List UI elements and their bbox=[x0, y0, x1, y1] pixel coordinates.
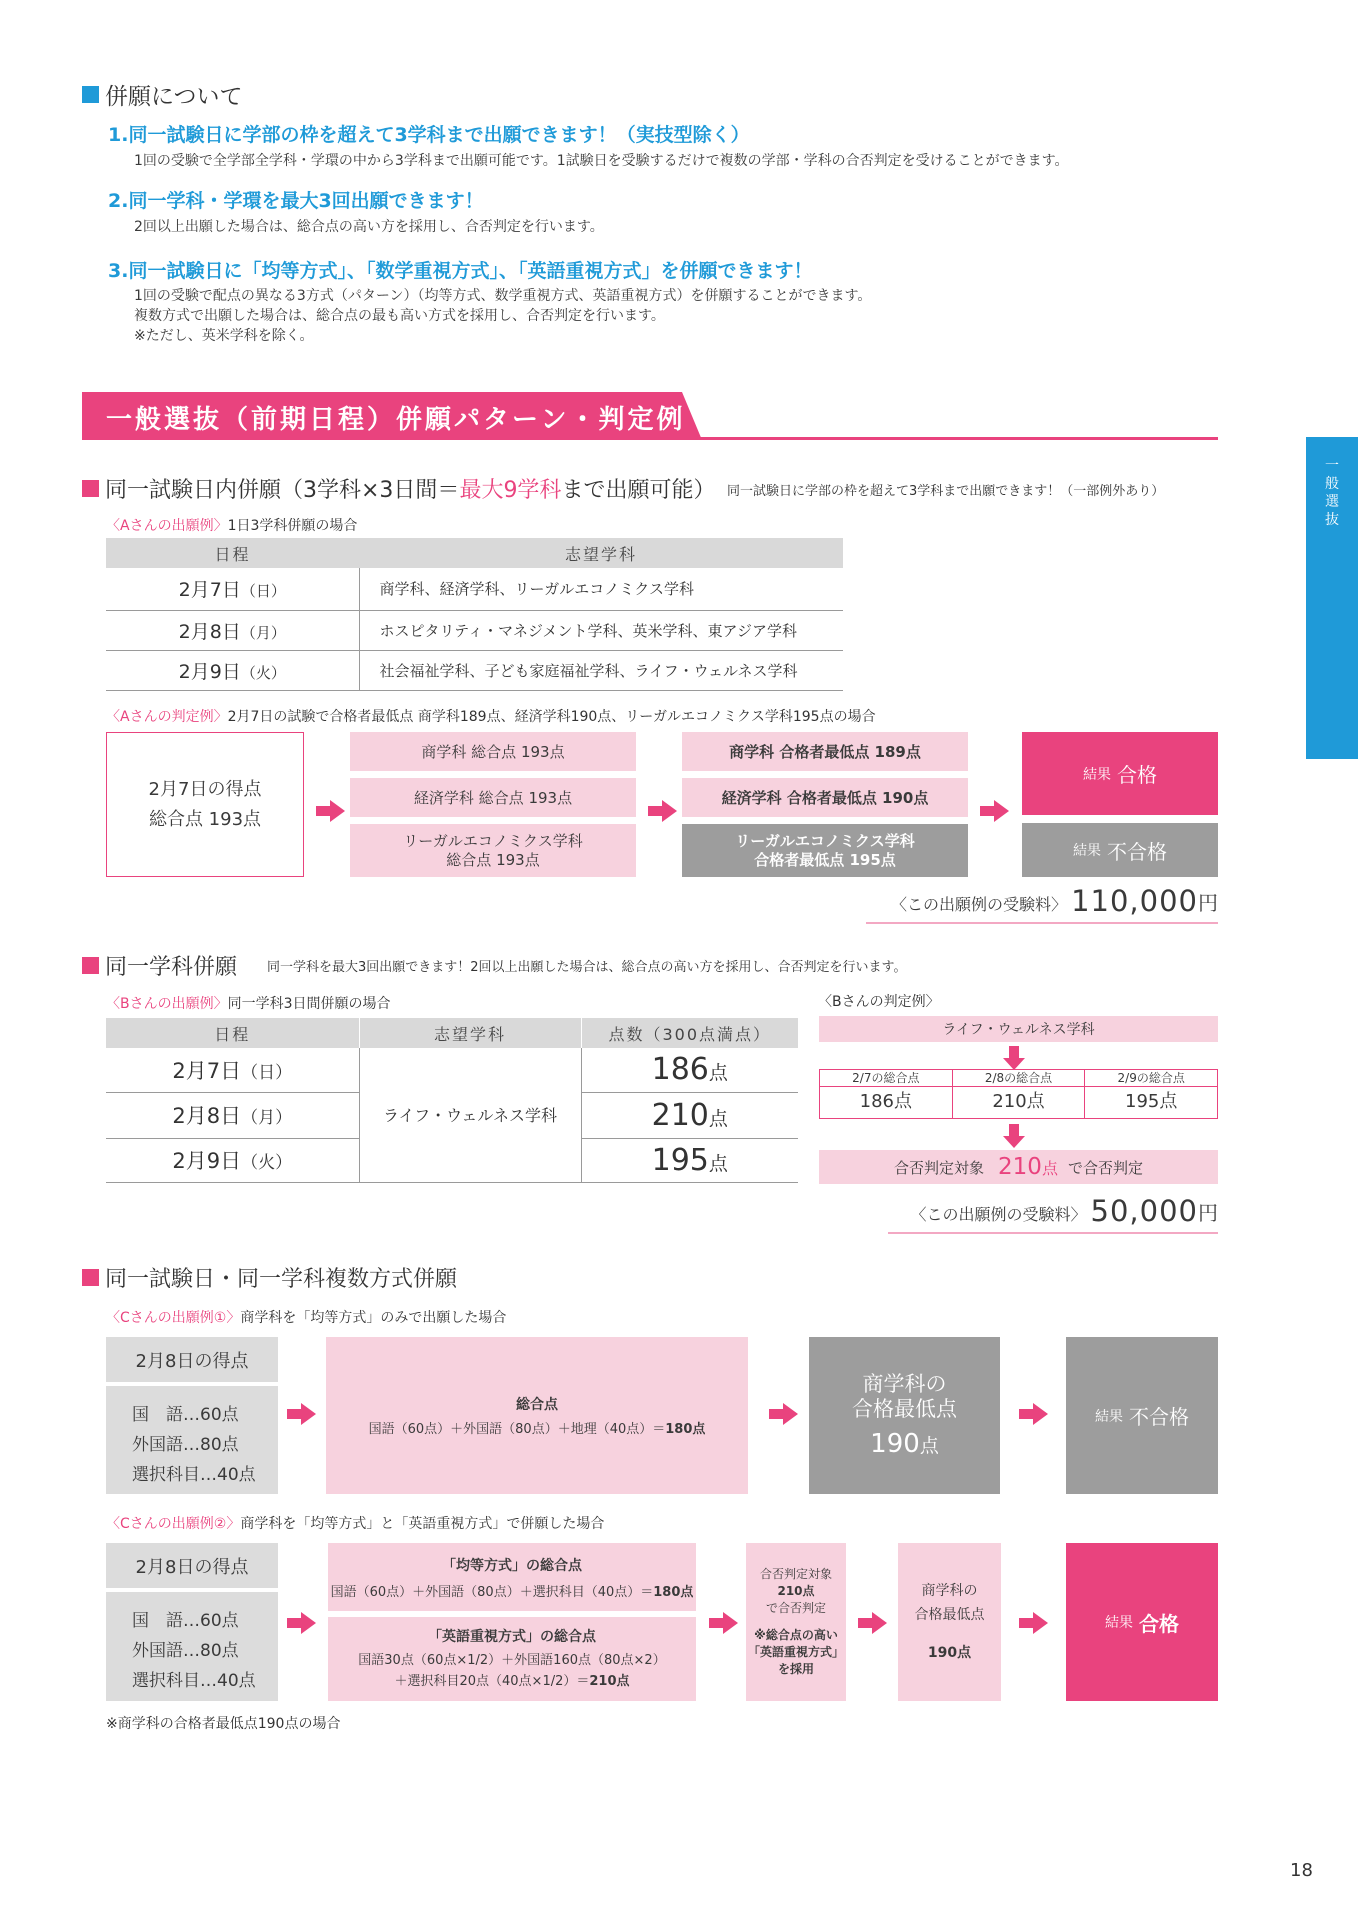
banner-underline bbox=[82, 437, 1218, 440]
c1-score-head: 2月8日の得点 bbox=[106, 1337, 278, 1382]
case-c2-label: 〈Cさんの出願例②〉商学科を「均等方式」と「英語重視方式」で併願した場合 bbox=[106, 1516, 605, 1532]
c1-min-score: 商学科の 合格最低点 190点 bbox=[809, 1337, 1000, 1494]
table-row: 2月8日（月） 210点 bbox=[106, 1092, 798, 1138]
arrow-icon bbox=[301, 1403, 316, 1425]
arrow-icon bbox=[1033, 1612, 1048, 1634]
a-score-keizai: 経済学科 総合点 193点 bbox=[350, 778, 636, 817]
b-target: 合否判定対象 210 点 で合否判定 bbox=[819, 1150, 1218, 1184]
b-judge-dept: ライフ・ウェルネス学科 bbox=[819, 1016, 1218, 1042]
b-score-grid: 2/7の総合点 186点 2/8の総合点 210点 2/9の総合点 195点 bbox=[819, 1069, 1218, 1119]
case-a-table bbox=[106, 538, 843, 691]
table-row: 2月9日（火） 195点 bbox=[106, 1138, 798, 1182]
table-row: 2月7日（日） 商学科、経済学科、リーガルエコノミクス学科 bbox=[106, 568, 843, 610]
case-b-label: 〈Bさんの出願例〉同一学科3日間併願の場合 bbox=[106, 996, 391, 1012]
col-dept: 志望学科 bbox=[359, 1018, 581, 1048]
arrow-icon bbox=[723, 1612, 738, 1634]
down-arrow-icon bbox=[1003, 1136, 1025, 1148]
arrow-icon bbox=[1033, 1403, 1048, 1425]
blue-square-icon bbox=[82, 86, 99, 103]
col-date: 日程 bbox=[106, 1018, 359, 1048]
table-row: 2月9日（火） 社会福祉学科、子ども家庭福祉学科、ライフ・ウェルネス学科 bbox=[106, 650, 843, 690]
a-min-legal: リーガルエコノミクス学科 合格者最低点 195点 bbox=[682, 824, 968, 877]
rule-3-heading: 3.同一試験日に「均等方式」、「数学重視方式」、「英語重視方式」を併願できます！ bbox=[108, 260, 813, 282]
judge-a-label: 〈Aさんの判定例〉2月7日の試験で合格者最低点 商学科189点、経済学科190点、リーガルエコノミクス学科195点の場合 bbox=[106, 709, 876, 725]
case-c1-label: 〈Cさんの出願例①〉商学科を「均等方式」のみで出願した場合 bbox=[106, 1310, 507, 1326]
side-tab-char: 般 bbox=[1325, 476, 1339, 492]
side-tab bbox=[1306, 437, 1358, 759]
section-c-title: 同一試験日・同一学科複数方式併願 bbox=[82, 1262, 457, 1293]
a-min-keizai: 経済学科 合格者最低点 190点 bbox=[682, 778, 968, 817]
rule-3-text-1: 1回の受験で配点の異なる3方式（パターン）（均等方式、数学重視方式、英語重視方式）を併願することができます。 bbox=[134, 288, 872, 304]
c2-target: 合否判定対象 210点 で合否判定 ※総合点の高い 「英語重視方式」 を採用 bbox=[746, 1543, 846, 1701]
a-score-legal: リーガルエコノミクス学科 総合点 193点 bbox=[350, 824, 636, 877]
pink-square-icon bbox=[82, 480, 99, 497]
arrow-icon bbox=[662, 800, 677, 822]
rule-3-text-2: 複数方式で出願した場合は、総合点の最も高い方式を採用し、合否判定を行います。 bbox=[134, 308, 665, 324]
side-tab-char: 一 bbox=[1325, 458, 1339, 474]
section-a-title: 同一試験日内併願（3学科×3日間＝最大9学科まで出願可能） bbox=[82, 473, 715, 504]
banner-title: 一般選抜（前期日程）併願パターン・判定例 bbox=[106, 405, 686, 435]
rule-1-heading: 1.同一試験日に学部の枠を超えて3学科まで出願できます！（実技型除く） bbox=[108, 124, 750, 146]
side-tab-char: 選 bbox=[1325, 494, 1339, 510]
arrow-icon bbox=[783, 1403, 798, 1425]
a-fee: 〈この出願例の受験料〉 110,000 円 bbox=[866, 882, 1218, 924]
arrow-icon bbox=[301, 1612, 316, 1634]
c2-equal-total: 「均等方式」の総合点 国語（60点）＋外国語（80点）＋選択科目（40点）＝180点 bbox=[328, 1543, 696, 1611]
col-score: 点数（300点満点） bbox=[581, 1018, 798, 1048]
c2-english-total: 「英語重視方式」の総合点 国語30点（60点×1/2）＋外国語160点（80点×2） ＋選択科目20点（40点×1/2）＝210点 bbox=[328, 1617, 696, 1701]
section-b-note: 同一学科を最大3回出願できます！2回以上出願した場合は、総合点の高い方を採用し、合否判定を行います。 bbox=[267, 960, 907, 975]
footnote: ※商学科の合格者最低点190点の場合 bbox=[106, 1716, 341, 1732]
c1-subjects: 国 語…60点 外国語…80点 選択科目…40点 bbox=[106, 1386, 278, 1494]
pink-square-icon bbox=[82, 1269, 99, 1286]
arrow-icon bbox=[872, 1612, 887, 1634]
c2-result-pass: 結果 合格 bbox=[1066, 1543, 1218, 1701]
c2-min-score: 商学科の 合格最低点 190点 bbox=[898, 1543, 1001, 1701]
table-row: 2月7日（日） ライフ・ウェルネス学科 186点 bbox=[106, 1048, 798, 1092]
b-fee: 〈この出願例の受験料〉 50,000 円 bbox=[888, 1192, 1218, 1234]
c2-subjects: 国 語…60点 外国語…80点 選択科目…40点 bbox=[106, 1592, 278, 1701]
a-result-pass: 結果 合格 bbox=[1022, 732, 1218, 815]
side-tab-char: 抜 bbox=[1325, 512, 1339, 528]
section-title-heigan: 併願について bbox=[82, 78, 243, 111]
rule-2-text: 2回以上出願した場合は、総合点の高い方を採用し、合否判定を行います。 bbox=[134, 219, 604, 235]
a-score-box: 2月7日の得点 総合点 193点 bbox=[106, 732, 304, 877]
col-dept: 志望学科 bbox=[359, 538, 843, 568]
a-score-shoka: 商学科 総合点 193点 bbox=[350, 732, 636, 771]
table-row: 2月8日（月） ホスピタリティ・マネジメント学科、英米学科、東アジア学科 bbox=[106, 610, 843, 650]
b-dept-cell: ライフ・ウェルネス学科 bbox=[359, 1048, 581, 1182]
rule-1-text: 1回の受験で全学部全学科・学環の中から3学科まで出願可能です。1試験日を受験するだけで複数の学部・学科の合否判定を受けることができます。 bbox=[134, 153, 1069, 169]
a-result-fail: 結果 不合格 bbox=[1022, 823, 1218, 877]
arrow-icon bbox=[994, 800, 1009, 822]
case-a-label: 〈Aさんの出願例〉1日3学科併願の場合 bbox=[106, 518, 358, 534]
col-date: 日程 bbox=[106, 538, 359, 568]
section-a-note: 同一試験日に学部の枠を超えて3学科まで出願できます！（一部例外あり） bbox=[727, 484, 1165, 499]
rule-3-text-3: ※ただし、英米学科を除く。 bbox=[134, 328, 314, 344]
c1-total: 総合点 国語（60点）＋外国語（80点）＋地理（40点）＝180点 bbox=[326, 1337, 748, 1494]
pink-square-icon bbox=[82, 957, 99, 974]
section-b-title: 同一学科併願 bbox=[82, 950, 237, 981]
c2-score-head: 2月8日の得点 bbox=[106, 1543, 278, 1588]
judge-b-label: 〈Bさんの判定例〉 bbox=[818, 994, 940, 1010]
page-number: 18 bbox=[1290, 1860, 1313, 1881]
a-min-shoka: 商学科 合格者最低点 189点 bbox=[682, 732, 968, 771]
rule-2-heading: 2.同一学科・学環を最大3回出願できます！ bbox=[108, 190, 484, 212]
case-b-table bbox=[106, 1018, 798, 1183]
arrow-icon bbox=[330, 800, 345, 822]
c1-result-fail: 結果 不合格 bbox=[1066, 1337, 1218, 1494]
